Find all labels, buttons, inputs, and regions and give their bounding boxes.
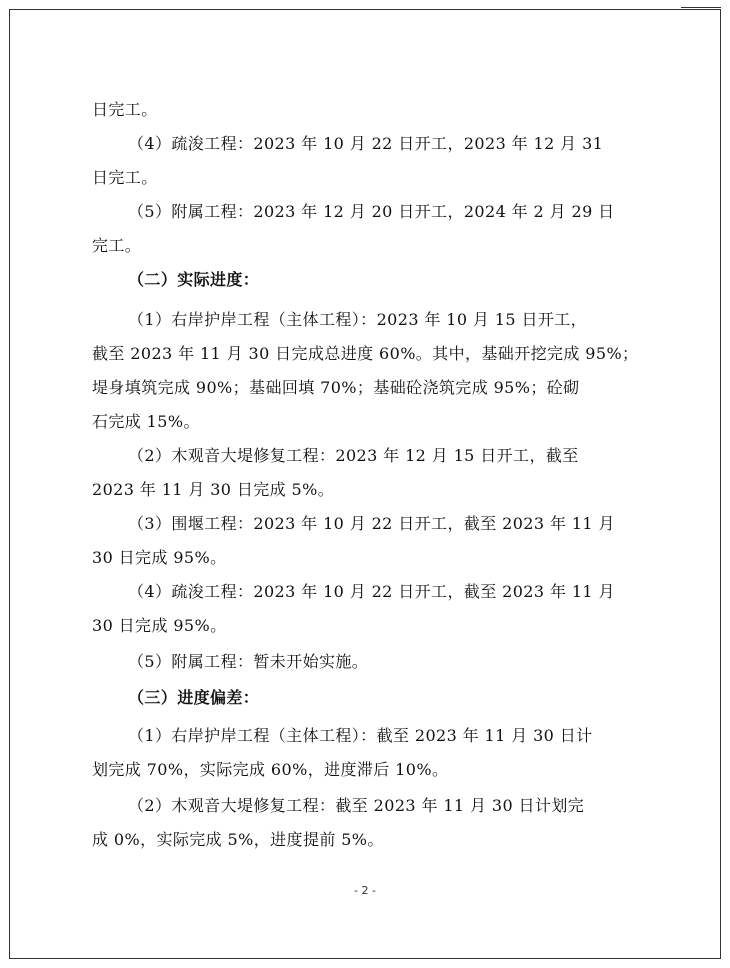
text-line: （3）围堰工程：2023 年 10 月 22 日开工，截至 2023 年 11 月 xyxy=(128,514,615,533)
text-line: 30 日完成 95%。 xyxy=(92,548,227,567)
page-number: - 2 - xyxy=(354,884,376,897)
text-line: 截至 2023 年 11 月 30 日完成总进度 60%。其中，基础开挖完成 95%； xyxy=(92,344,639,363)
text-line: 划完成 70%，实际完成 60%，进度滞后 10%。 xyxy=(92,760,449,779)
text-line: （2）木观音大堤修复工程：截至 2023 年 11 月 30 日计划完 xyxy=(128,796,585,815)
text-line: 堤身填筑完成 90%；基础回填 70%；基础砼浇筑完成 95%；砼砌 xyxy=(92,378,580,397)
section-heading: （二）实际进度： xyxy=(128,270,260,289)
text-line: （4）疏浚工程：2023 年 10 月 22 日开工，2023 年 12 月 31 xyxy=(128,134,604,153)
text-line: 日完工。 xyxy=(92,168,158,187)
text-line: （5）附属工程：暂未开始实施。 xyxy=(128,652,369,671)
text-line: 石完成 15%。 xyxy=(92,412,200,431)
text-line: 成 0%，实际完成 5%，进度提前 5%。 xyxy=(92,830,384,849)
top-edge-mark xyxy=(681,7,721,8)
text-line: 30 日完成 95%。 xyxy=(92,616,227,635)
text-line: （4）疏浚工程：2023 年 10 月 22 日开工，截至 2023 年 11 月 xyxy=(128,582,615,601)
text-line: （5）附属工程：2023 年 12 月 20 日开工，2024 年 2 月 29 日 xyxy=(128,202,615,221)
text-line: （1）右岸护岸工程（主体工程）：2023 年 10 月 15 日开工， xyxy=(128,310,588,329)
text-line: 2023 年 11 月 30 日完成 5%。 xyxy=(92,480,335,499)
text-line: （1）右岸护岸工程（主体工程）：截至 2023 年 11 月 30 日计 xyxy=(128,726,593,745)
text-line: 完工。 xyxy=(92,236,142,255)
text-line: 日完工。 xyxy=(92,100,158,119)
text-line: （2）木观音大堤修复工程：2023 年 12 月 15 日开工，截至 xyxy=(128,446,579,465)
section-heading: （三）进度偏差： xyxy=(128,688,260,707)
